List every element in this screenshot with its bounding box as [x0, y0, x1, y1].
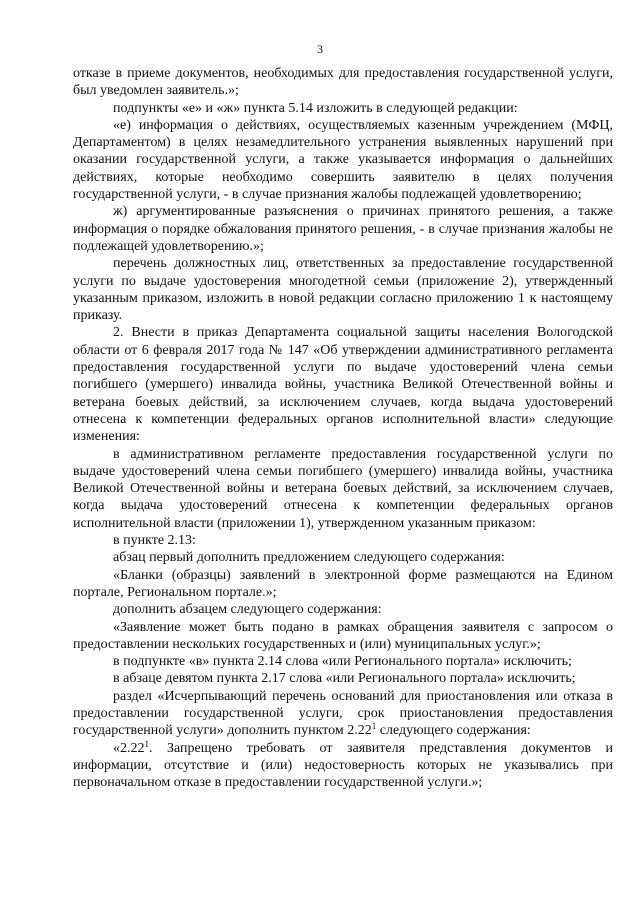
paragraph: в абзаце девятом пункта 2.17 слова «или Регионального портала» исключить;	[113, 671, 576, 687]
paragraph-text: . Запрещено требовать от заявителя представления документов и информации, отсутствие и (или) недостоверность которых не указывались при первоначальном отказе в предоставлении государственной услуги.»;	[73, 740, 613, 791]
paragraph: дополнить абзацем следующего содержания:	[113, 602, 382, 618]
paragraph: перечень должностных лиц, ответственных за предоставление государственной услуги по выдаче удостоверения многодетной семьи (приложение 2), утвержденный указанным приказом, изложить в новой редакции согласно приложению 1 к настоящему приказу.	[73, 256, 613, 324]
paragraph	[73, 740, 613, 792]
paragraph: отказе в приеме документов, необходимых для предоставления государственной услуги, был уведомлен заявитель.»;	[73, 66, 613, 99]
paragraph: подпункты «е» и «ж» пункта 5.14 изложить в следующей редакции:	[113, 100, 518, 116]
paragraph-text: «2.22	[113, 740, 145, 756]
paragraph: 2. Внести в приказ Департамента социальной защиты населения Вологодской области от 6 февраля 2017 года № 147 «Об утверждении административного регламента предоставления государственной услуги по выдаче удостоверений члена семьи погибшего (умершего) инвалида войны, участника Великой Отечественной войны и ветерана боевых действий, за исключением случаев, когда выдача удостоверений отнесена к компетенции федеральных органов исполнительной власти» следующие изменения:	[73, 325, 613, 445]
paragraph: абзац первый дополнить предложением следующего содержания:	[113, 550, 505, 566]
paragraph: «е) информация о действиях, осуществляемых казенным учреждением (МФЦ, Департаментом) в целях незамедлительного устранения выявленных нарушений при оказании государственной услуги, а также указывается информация о дальнейших действиях, которые необходимо совершить заявителю в целях получения государственной услуги, - в случае признания жалобы подлежащей удовлетворению;	[73, 117, 613, 203]
paragraph: ж) аргументированные разъяснения о причинах принятого решения, а также информация о порядке обжалования принятого решения, - в случае признания жалобы не подлежащей удовлетворению.»;	[73, 204, 613, 254]
paragraph-text: раздел «Исчерпывающий перечень оснований для приостановления или отказа в предоставлении государственной услуги, срок приостановления предоставления государственной услуги» дополнить пунктом 2.22	[73, 688, 613, 739]
page-number: 3	[317, 42, 323, 56]
superscript: 1	[144, 738, 149, 749]
paragraph: в пункте 2.13:	[113, 533, 196, 549]
paragraph-text: следующего содержания:	[376, 723, 531, 739]
paragraph: «Бланки (образцы) заявлений в электронной форме размещаются на Едином портале, Региональном портале.»;	[73, 567, 613, 600]
paragraph: в подпункте «в» пункта 2.14 слова «или Регионального портала» исключить;	[113, 654, 572, 670]
document-body	[73, 65, 613, 791]
paragraph	[73, 688, 613, 740]
paragraph: «Заявление может быть подано в рамках обращения заявителя с запросом о предоставлении нескольких государственных и (или) муниципальных услуг.»;	[73, 619, 613, 652]
paragraph: в административном регламенте предоставления государственной услуги по выдаче удостоверений члена семьи погибшего (умершего) инвалида войны, участника Великой Отечественной войны и ветерана боевых действий, за исключением случаев, когда выдача удостоверений отнесена к компетенции федеральных органов исполнительной власти (приложении 1), утвержденном указанным приказом:	[73, 446, 613, 531]
superscript: 1	[371, 721, 377, 732]
